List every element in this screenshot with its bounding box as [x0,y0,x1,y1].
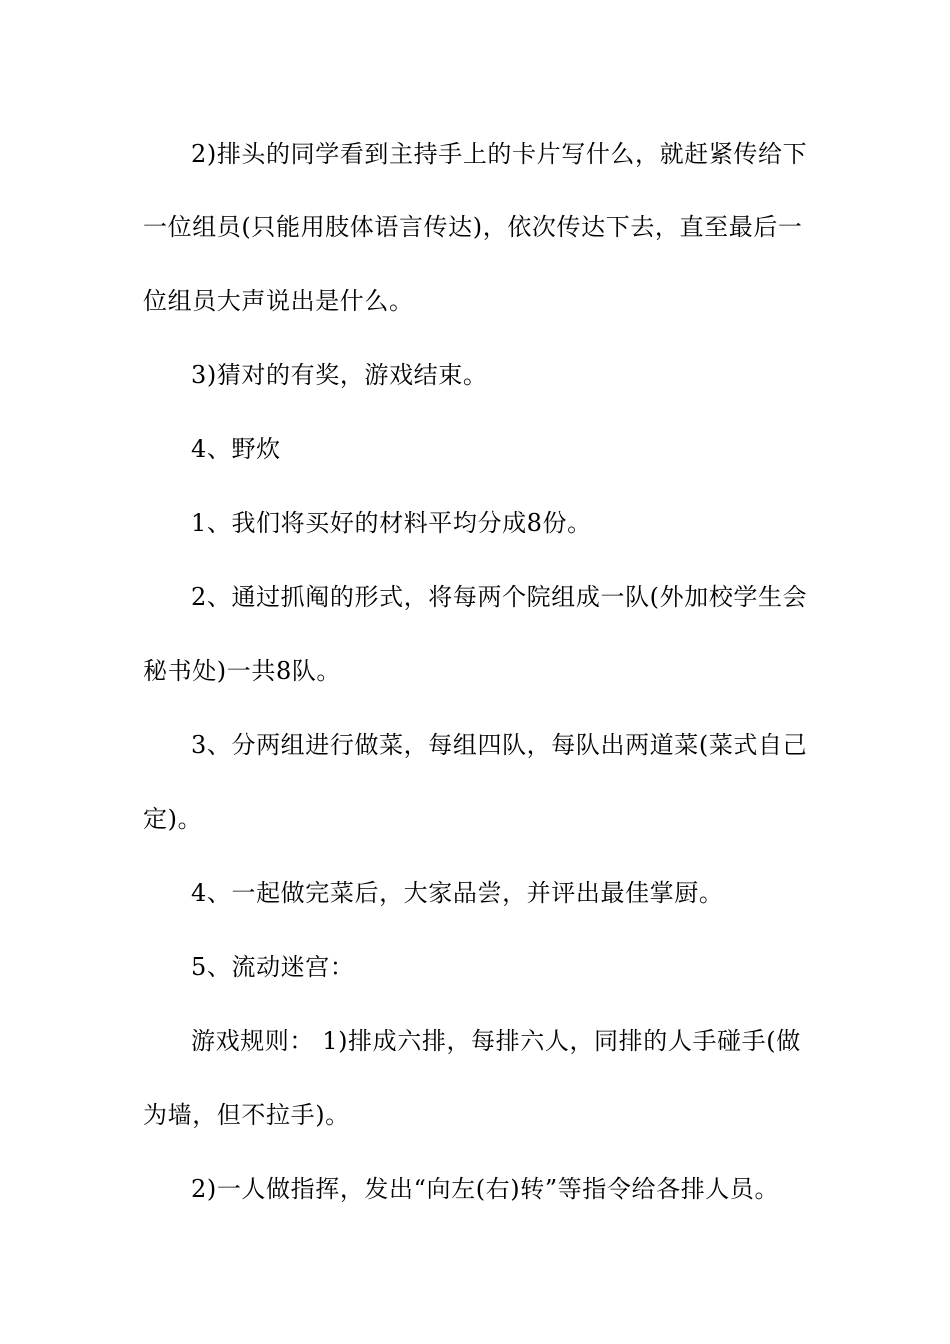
paragraph-line: 游戏规则： 1)排成六排，每排六人，同排的人手碰手(做 [191,1027,801,1055]
paragraph-line: 一位组员(只能用肢体语言传达)，依次传达下去，直至最后一 [143,213,803,241]
paragraph-line: 2)排头的同学看到主持手上的卡片写什么，就赶紧传给下 [191,140,808,168]
paragraph-line: 4、一起做完菜后，大家品尝，并评出最佳掌厨。 [191,879,724,907]
paragraph-line: 2)一人做指挥，发出“向左(右)转”等指令给各排人员。 [191,1175,780,1203]
paragraph-line: 3、分两组进行做菜，每组四队，每队出两道菜(菜式自己 [191,731,808,759]
paragraph-line: 为墙，但不拉手)。 [143,1101,350,1129]
paragraph-line: 位组员大声说出是什么。 [143,287,414,315]
paragraph-line: 2、通过抓阄的形式，将每两个院组成一队(外加校学生会 [191,583,808,611]
paragraph-line: 秘书处)一共8队。 [143,657,342,685]
section-heading: 4、野炊 [191,435,281,463]
paragraph-line: 1、我们将买好的材料平均分成8份。 [191,509,592,537]
paragraph-line: 3)猜对的有奖，游戏结束。 [191,361,488,389]
paragraph-line: 定)。 [143,805,203,833]
section-heading: 5、流动迷宫： [191,953,355,981]
